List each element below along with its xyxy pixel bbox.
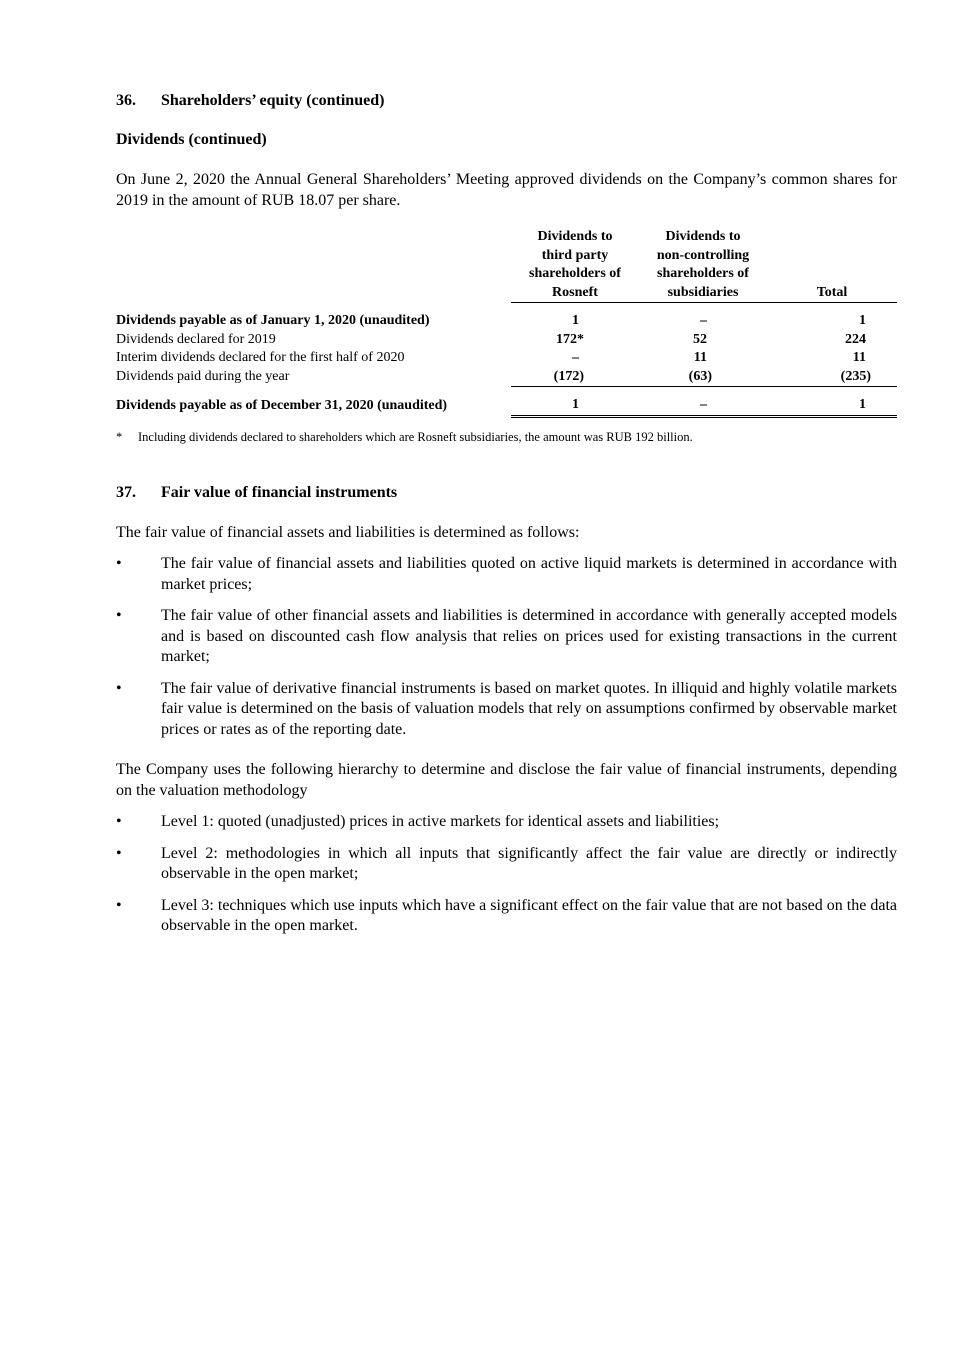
- total-row-label: Dividends payable as of December 31, 2020 (unaudited): [116, 397, 448, 413]
- list-item: [116, 679, 897, 741]
- list-item-text: Level 2: methodologies in which all inputs that significantly affect the fair value are directly or indirectly observable in the open market;: [161, 844, 897, 882]
- header-third-party-line: shareholders of: [529, 266, 621, 281]
- dividends-intro-paragraph: On June 2, 2020 the Annual General Shareholders’ Meeting approved dividends on the Company’s common shares for 2019 in the amount of RUB 18.07 per share.: [116, 171, 897, 209]
- header-third-party: [511, 228, 639, 303]
- row-value-non-controlling: 52: [693, 331, 707, 347]
- list-item: [116, 896, 897, 937]
- list-item-text: Level 3: techniques which use inputs which have a significant effect on the fair value that are not based on the data observable in the open market.: [161, 896, 897, 934]
- bullet-icon: •: [116, 896, 122, 914]
- hierarchy-intro-paragraph: The Company uses the following hierarchy to determine and disclose the fair value of financial instruments, depending on the valuation methodology: [116, 761, 897, 799]
- header-non-controlling-line: subsidiaries: [667, 284, 739, 300]
- row-value-non-controlling: –: [700, 313, 707, 328]
- row-label: Dividends declared for 2019: [116, 331, 276, 347]
- bullet-icon: •: [116, 844, 122, 862]
- table-header-blank: [116, 228, 511, 303]
- table-row: [116, 349, 897, 368]
- section-36-heading: [116, 92, 897, 110]
- list-item: [116, 812, 897, 833]
- list-item: [116, 554, 897, 595]
- list-item: [116, 844, 897, 885]
- fair-value-intro: The fair value of financial assets and liabilities is determined as follows:: [116, 523, 580, 541]
- total-value-non-controlling: –: [639, 396, 767, 416]
- bullet-icon: •: [116, 813, 122, 830]
- table-row: [116, 312, 897, 331]
- section-37-number: 37.: [116, 483, 136, 501]
- header-non-controlling-line: shareholders of: [657, 266, 749, 281]
- footnote-mark: *: [116, 429, 123, 444]
- row-value-third-party: –: [572, 350, 579, 365]
- header-third-party-line: Dividends to: [537, 229, 613, 244]
- section-37-title: Fair value of financial instruments: [161, 483, 398, 501]
- table-row: [116, 368, 897, 387]
- row-value-third-party: 172*: [556, 331, 584, 347]
- row-value-total: 224: [845, 331, 866, 347]
- fair-value-bullet-list: [116, 554, 897, 740]
- section-36-number: 36.: [116, 92, 136, 109]
- table-row: [116, 331, 897, 350]
- hierarchy-level-list: [116, 812, 897, 937]
- header-third-party-line: third party: [541, 247, 609, 263]
- footnote-text: Including dividends declared to shareholders which are Rosneft subsidiaries, the amount was RUB 192 billion.: [138, 429, 693, 444]
- row-value-total: 1: [859, 313, 866, 328]
- header-non-controlling-line: Dividends to: [665, 229, 741, 244]
- dividends-table: [116, 228, 897, 418]
- row-value-total: (235): [767, 368, 897, 387]
- table-total-row: [116, 396, 897, 416]
- section-36-title: Shareholders’ equity (continued): [161, 92, 385, 109]
- table-spacer: [116, 387, 897, 397]
- row-label: Dividends paid during the year: [116, 368, 290, 384]
- bullet-icon: •: [116, 679, 122, 697]
- list-item-text: The fair value of other financial assets and liabilities is determined in accordance with generally accepted models and is based on discounted cash flow analysis that relies on prices used for existing transactions in the current market;: [161, 607, 897, 665]
- section-37-heading: [116, 484, 897, 502]
- list-item: [116, 606, 897, 668]
- list-item-text: The fair value of financial assets and liabilities quoted on active liquid markets is determined in accordance with market prices;: [161, 555, 897, 593]
- list-item-text: The fair value of derivative financial instruments is based on market quotes. In illiquid and highly volatile markets fair value is determined on the basis of valuation models that rely on assumptions confirmed by observable market prices or rates as of the reporting date.: [161, 679, 897, 738]
- table-spacer: [116, 303, 897, 313]
- table-header-row: [116, 228, 897, 303]
- total-value-third-party: 1: [511, 396, 639, 416]
- row-value-third-party: 1: [572, 313, 579, 328]
- total-value-total: 1: [767, 396, 897, 416]
- bullet-icon: •: [116, 607, 122, 624]
- row-label: Dividends payable as of January 1, 2020 (unaudited): [116, 313, 430, 328]
- row-label: Interim dividends declared for the first half of 2020: [116, 350, 405, 365]
- row-value-total: 11: [852, 350, 866, 365]
- header-total: [767, 228, 897, 303]
- bullet-icon: •: [116, 555, 122, 572]
- row-value-non-controlling: (63): [639, 368, 767, 387]
- header-total-label: Total: [816, 284, 848, 300]
- row-value-third-party: (172): [511, 368, 639, 387]
- dividends-subheading: Dividends (continued): [116, 131, 267, 148]
- row-value-non-controlling: 11: [693, 350, 707, 365]
- header-third-party-line: Rosneft: [552, 284, 598, 300]
- list-item-text: Level 1: quoted (unadjusted) prices in active markets for identical assets and liabilities;: [161, 813, 720, 830]
- table-footnote: [116, 430, 897, 445]
- document-page: [116, 92, 897, 937]
- header-non-controlling-line: non-controlling: [656, 247, 750, 263]
- header-non-controlling: [639, 228, 767, 303]
